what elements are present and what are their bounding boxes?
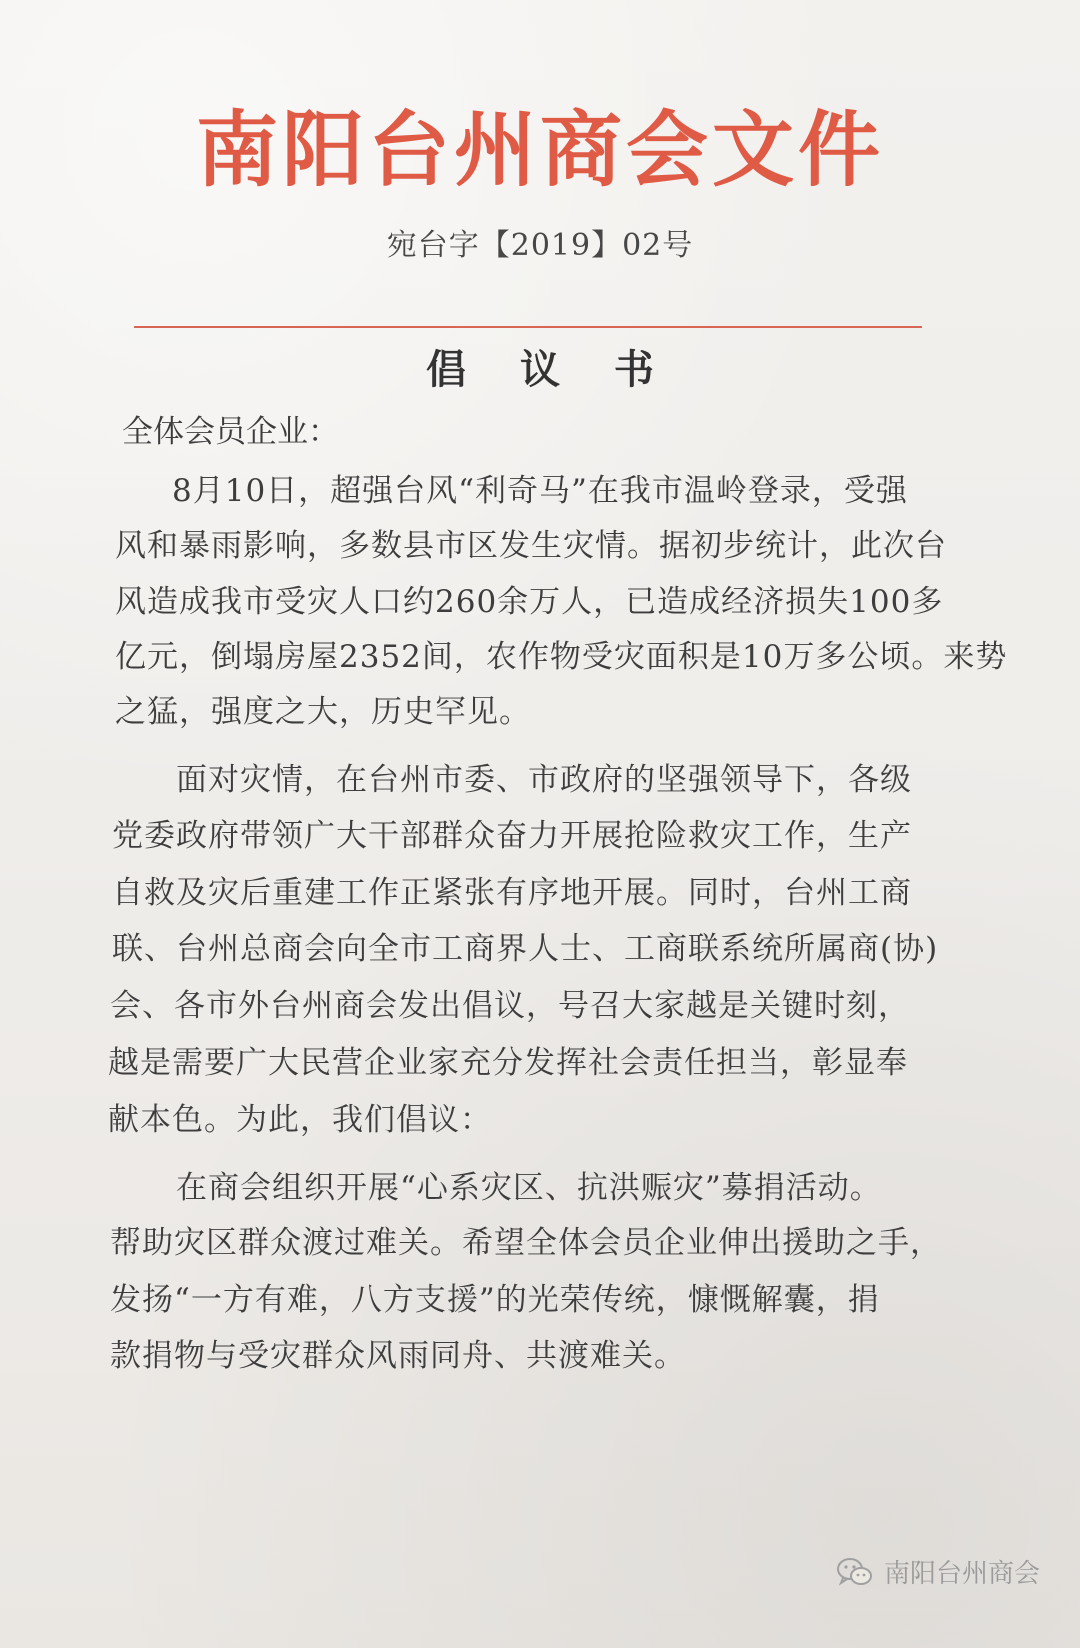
document-title: 倡 议 书 (426, 346, 674, 393)
paragraph-2-line-6: 越是需要广大民营企业家充分发挥社会责任担当，彰显奉 (108, 1045, 908, 1081)
salutation: 全体会员企业： (122, 414, 339, 450)
paragraph-1-line-5: 之猛，强度之大，历史罕见。 (115, 694, 531, 730)
paragraph-2-line-3: 自救及灾后重建工作正紧张有序地开展。同时，台州工商 (112, 875, 912, 911)
paragraph-2-line-5: 会、各市外台州商会发出倡议，号召大家越是关键时刻， (110, 988, 910, 1024)
paragraph-3-line-3: 发扬“一方有难，八方支援”的光荣传统，慷慨解囊，捐 (110, 1282, 880, 1318)
paper-crease-mark (0, 0, 95, 2)
account-watermark (836, 1553, 1040, 1590)
paragraph-1-line-4: 亿元，倒塌房屋2352间，农作物受灾面积是10万多公顷。来势 (115, 639, 1008, 675)
document-number: 宛台字【2019】02号 (386, 228, 694, 263)
paragraph-3-line-4: 款捐物与受灾群众风雨同舟、共渡难关。 (110, 1338, 686, 1374)
paragraph-1-line-2: 风和暴雨影响，多数县市区发生灾情。据初步统计，此次台 (115, 528, 947, 564)
paragraph-1-line-1: 8月10日，超强台风“利奇马”在我市温岭登录，受强 (172, 473, 908, 509)
paragraph-2-line-4: 联、台州总商会向全市工商界人士、工商联系统所属商(协) (112, 931, 939, 967)
watermark-text: 南阳台州商会 (883, 1559, 1040, 1589)
paragraph-2-line-1: 面对灾情，在台州市委、市政府的坚强领导下，各级 (176, 762, 912, 798)
paragraph-1-line-3: 风造成我市受灾人口约260余万人，已造成经济损失100多 (115, 584, 944, 620)
document-masthead: 南阳台州商会文件 (195, 103, 884, 198)
paragraph-3-line-2: 帮助灾区群众渡过难关。希望全体会员企业伸出援助之手， (110, 1225, 942, 1261)
paragraph-2-line-7: 献本色。为此，我们倡议： (108, 1102, 492, 1138)
wechat-icon (836, 1556, 874, 1588)
header-divider-line (134, 326, 922, 328)
paragraph-3-line-1: 在商会组织开展“心系灾区、抗洪赈灾”募捐活动。 (176, 1170, 882, 1206)
paragraph-2-line-2: 党委政府带领广大干部群众奋力开展抢险救灾工作，生产 (112, 818, 912, 854)
